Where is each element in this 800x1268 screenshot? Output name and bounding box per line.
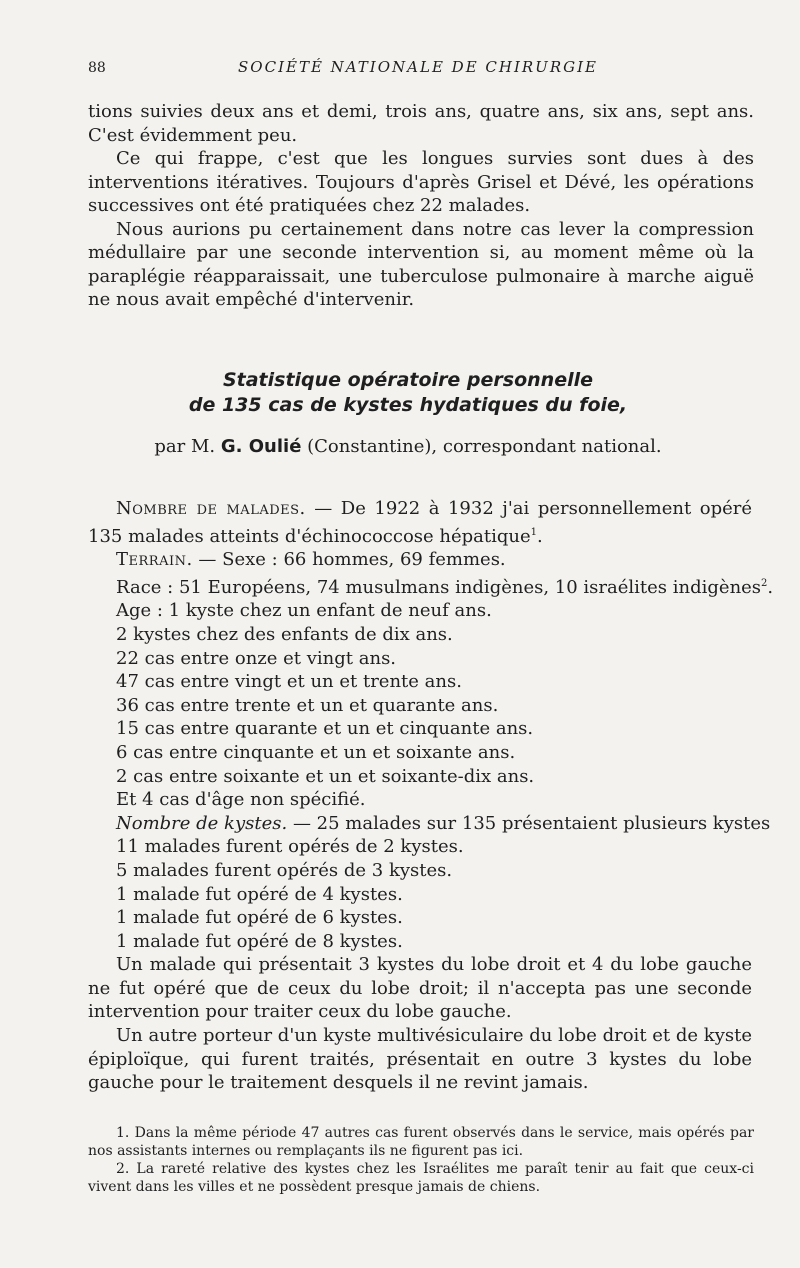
age-line: 15 cas entre quarante et un et cinquante ans. (116, 718, 534, 740)
kystes-detail-line: 1 malade fut opéré de 4 kystes. (116, 883, 403, 905)
title-line: Statistique opératoire personnelle (222, 369, 594, 391)
article-title (88, 368, 728, 418)
running-title: SOCIÉTÉ NATIONALE DE CHIRURGIE (238, 58, 598, 76)
section-label: Nombre de kystes. (116, 812, 288, 834)
age-line: 22 cas entre onze et vingt ans. (116, 647, 397, 669)
kystes-detail-line: 11 malades furent opérés de 2 kystes. (116, 836, 464, 858)
footnotes (88, 1124, 754, 1196)
age-line: 2 kystes chez des enfants de dix ans. (116, 623, 453, 645)
footnote: 1. Dans la même période 47 autres cas furent observés dans le service, mais opérés par nos assistants internes ou remplaçants ils ne figurent pas ici. (88, 1125, 754, 1159)
kystes-detail-line: 1 malade fut opéré de 8 kystes. (116, 930, 403, 952)
age-line: 2 cas entre soixante et un et soixante-dix ans. (116, 765, 535, 787)
title-line: de 135 cas de kystes hydatiques du foie, (188, 394, 628, 416)
author-name: G. Oulié (220, 436, 302, 457)
age-line: Age : 1 kyste chez un enfant de neuf ans. (116, 600, 492, 622)
intro-text (88, 100, 754, 312)
kystes-text: — 25 malades sur 135 présentaient plusieurs kystes (287, 812, 771, 834)
terrain-text: — Sexe : 66 hommes, 69 femmes. (192, 549, 506, 571)
closing-paragraph: Un autre porteur d'un kyste multivésiculaire du lobe droit et de kyste épiploïque, qui furent traités, présentait en outre 3 kystes du lobe gauche pour le traitement desquels il ne revint jamais. (88, 1025, 752, 1094)
footnote: 2. La rareté relative des kystes chez les Israélites me paraît tenir au fait que ceux-ci vivent dans les villes et ne possèdent presque jamais de chiens. (88, 1161, 754, 1195)
page-number: 88 (88, 60, 106, 76)
byline-suffix: (Constantine), correspondant national. (307, 436, 662, 457)
closing-paragraph: Un malade qui présentait 3 kystes du lobe droit et 4 du lobe gauche ne fut opéré que de ceux du lobe droit; il n'accepta pas une seconde intervention pour traiter ceux du lobe gauche. (88, 954, 752, 1023)
age-line: 47 cas entre vingt et un et trente ans. (116, 671, 462, 693)
age-line: 6 cas entre cinquante et un et soixante ans. (116, 741, 516, 763)
malades-paragraph: Nombre de malades. — De 1922 à 1932 j'ai personnellement opéré 135 malades atteints d'échinococcose hépatique$^1$. (88, 498, 752, 547)
terrain-line (116, 548, 752, 572)
race-line: Race : 51 Européens, 74 musulmans indigènes, 10 israélites indigènes$^2$. (116, 576, 774, 598)
malades-text: — De 1922 à 1932 j'ai personnellement opéré 135 malades atteints d'échinococcose hépatique (88, 498, 752, 547)
footnote-mark: 1 (530, 526, 538, 538)
age-line: Et 4 cas d'âge non spécifié. (116, 789, 366, 811)
intro-paragraph: Nous aurions pu certainement dans notre cas lever la compression médullaire par une seconde intervention si, au moment même où la paraplégie réapparaissait, une tuberculose pulmonaire à marche aiguë ne nous avait empêché d'intervenir. (88, 218, 754, 310)
kystes-detail-line: 1 malade fut opéré de 6 kystes. (116, 907, 403, 929)
footnote-mark: 2 (761, 577, 768, 589)
intro-paragraph: Ce qui frappe, c'est que les longues survies sont dues à des interventions itératives. Toujours d'après Grisel et Dévé, les opérations successives ont été pratiquées chez 22 malades. (88, 148, 754, 216)
section-label: Terrain. (116, 549, 193, 571)
page-header (88, 58, 748, 82)
statistics-section (88, 497, 774, 1095)
race-text: Race : 51 Européens, 74 musulmans indigènes, 10 israélites indigènes (116, 576, 762, 598)
kystes-line (116, 812, 771, 836)
age-line: 36 cas entre trente et un et quarante ans. (116, 694, 499, 716)
intro-paragraph: tions suivies deux ans et demi, trois ans, quatre ans, six ans, sept ans. C'est évidemment peu. (88, 101, 754, 146)
section-label: Nombre de malades. (116, 498, 306, 519)
byline-prefix: par M. (154, 436, 216, 457)
byline (88, 436, 728, 457)
kystes-detail-line: 5 malades furent opérés de 3 kystes. (116, 859, 453, 881)
